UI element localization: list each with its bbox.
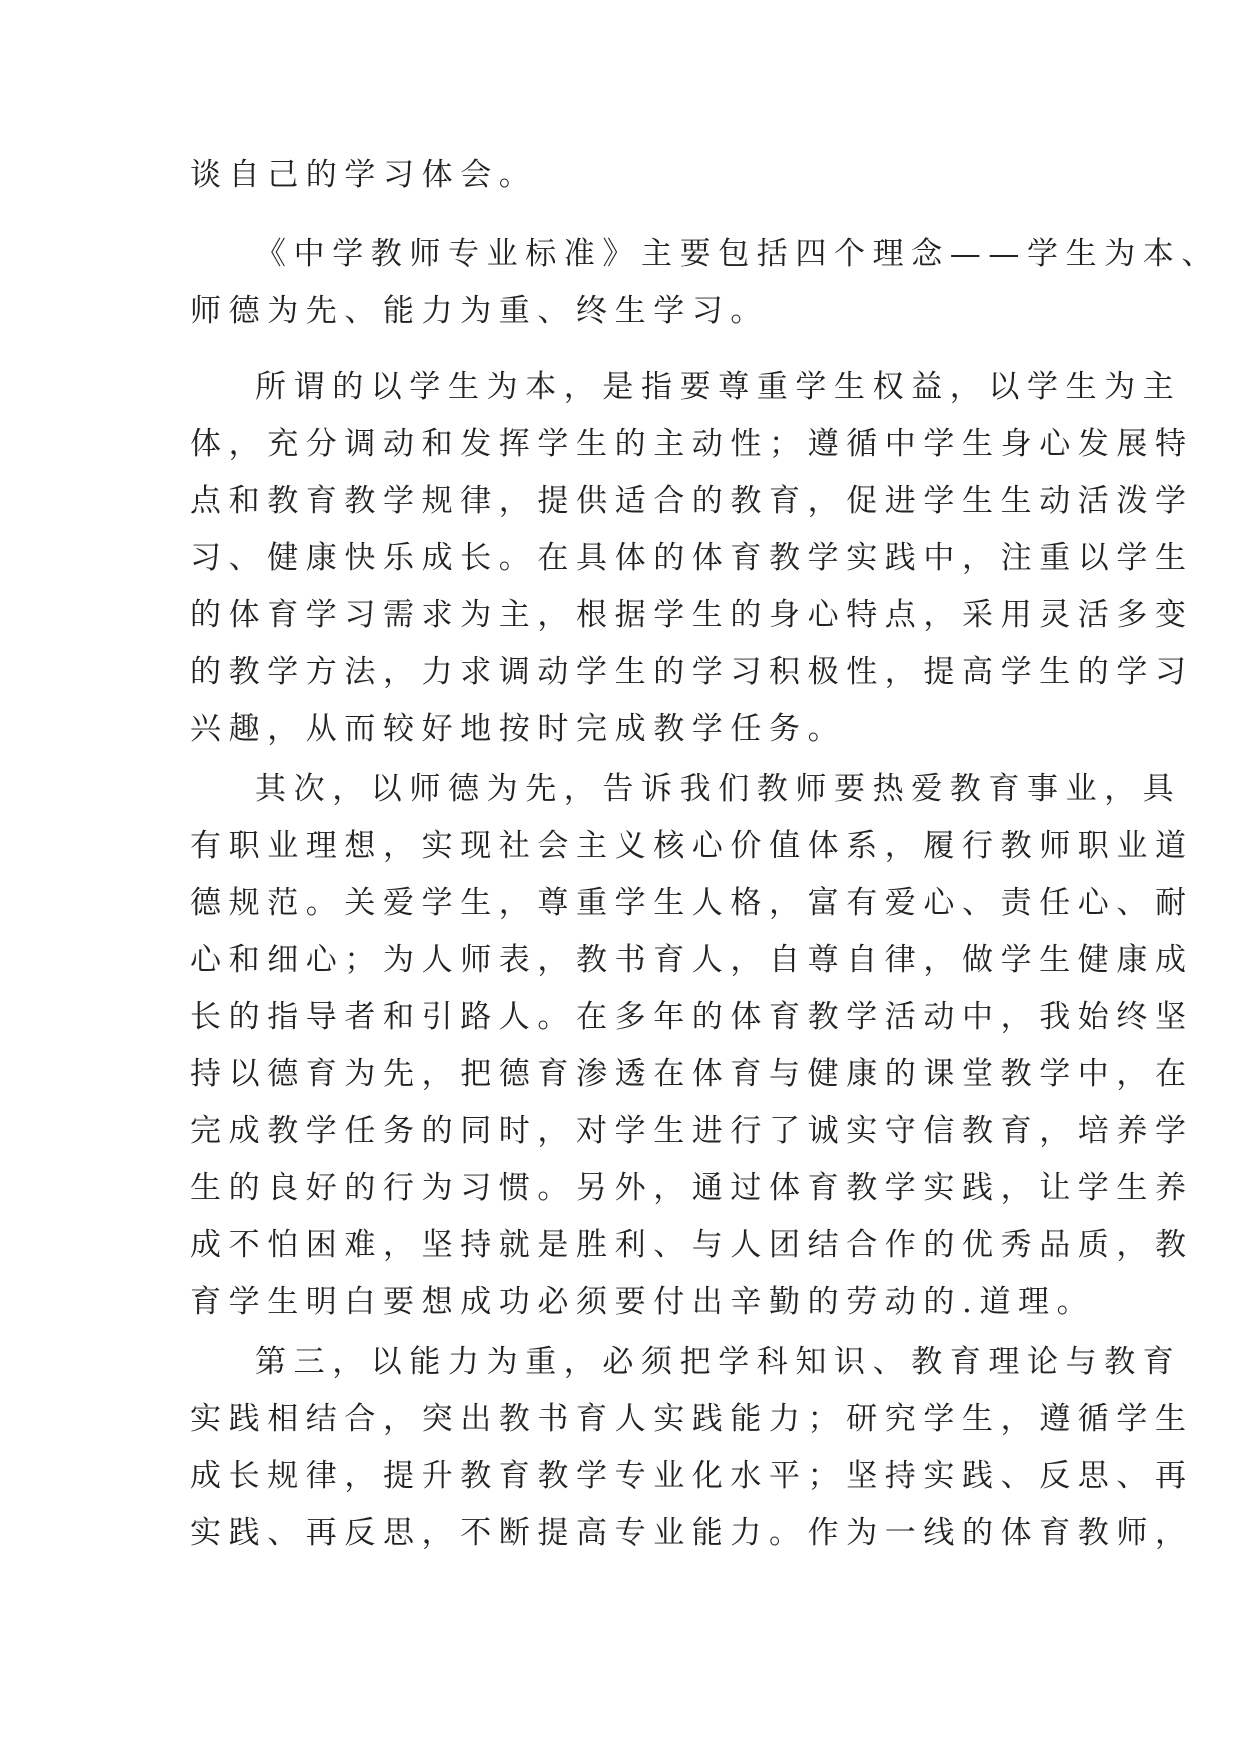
text-line: 师德为先、能力为重、终生学习。 <box>190 293 769 329</box>
text-line: 体，充分调动和发挥学生的主动性；遵循中学生身心发展特 <box>190 426 1194 462</box>
text-line: 成不怕困难，坚持就是胜利、与人团结合作的优秀品质，教 <box>190 1227 1194 1263</box>
text-line: 长的指导者和引路人。在多年的体育教学活动中，我始终坚 <box>190 999 1194 1035</box>
text-line: 心和细心；为人师表，教书育人，自尊自律，做学生健康成 <box>190 942 1194 978</box>
text-line: 谈自己的学习体会。 <box>190 157 538 193</box>
text-line: 成长规律，提升教育教学专业化水平；坚持实践、反思、再 <box>190 1458 1194 1494</box>
text-line: 习、健康快乐成长。在具体的体育教学实践中，注重以学生 <box>190 540 1194 576</box>
text-line: 德规范。关爱学生，尊重学生人格，富有爱心、责任心、耐 <box>190 885 1194 921</box>
text-line: 实践、再反思，不断提高专业能力。作为一线的体育教师， <box>190 1515 1194 1551</box>
text-line: 实践相结合，突出教书育人实践能力；研究学生，遵循学生 <box>190 1401 1194 1437</box>
paragraph-first-line: 其次，以师德为先，告诉我们教师要热爱教育事业，具 <box>255 771 1182 807</box>
paragraph-first-line: 《中学教师专业标准》主要包括四个理念——学生为本、 <box>255 236 1220 272</box>
text-line: 生的良好的行为习惯。另外，通过体育教学实践，让学生养 <box>190 1170 1194 1206</box>
text-line: 有职业理想，实现社会主义核心价值体系，履行教师职业道 <box>190 828 1194 864</box>
text-line: 点和教育教学规律，提供适合的教育，促进学生生动活泼学 <box>190 483 1194 519</box>
text-line: 兴趣，从而较好地按时完成教学任务。 <box>190 711 847 747</box>
paragraph-first-line: 第三，以能力为重，必须把学科知识、教育理论与教育 <box>255 1344 1182 1380</box>
text-line: 的体育学习需求为主，根据学生的身心特点，采用灵活多变 <box>190 597 1194 633</box>
paragraph-first-line: 所谓的以学生为本，是指要尊重学生权益，以学生为主 <box>255 369 1182 405</box>
text-line: 持以德育为先，把德育渗透在体育与健康的课堂教学中，在 <box>190 1056 1194 1092</box>
text-line: 完成教学任务的同时，对学生进行了诚实守信教育，培养学 <box>190 1113 1194 1149</box>
text-line: 的教学方法，力求调动学生的学习积极性，提高学生的学习 <box>190 654 1194 690</box>
text-line: 育学生明白要想成功必须要付出辛勤的劳动的.道理。 <box>190 1284 1096 1320</box>
